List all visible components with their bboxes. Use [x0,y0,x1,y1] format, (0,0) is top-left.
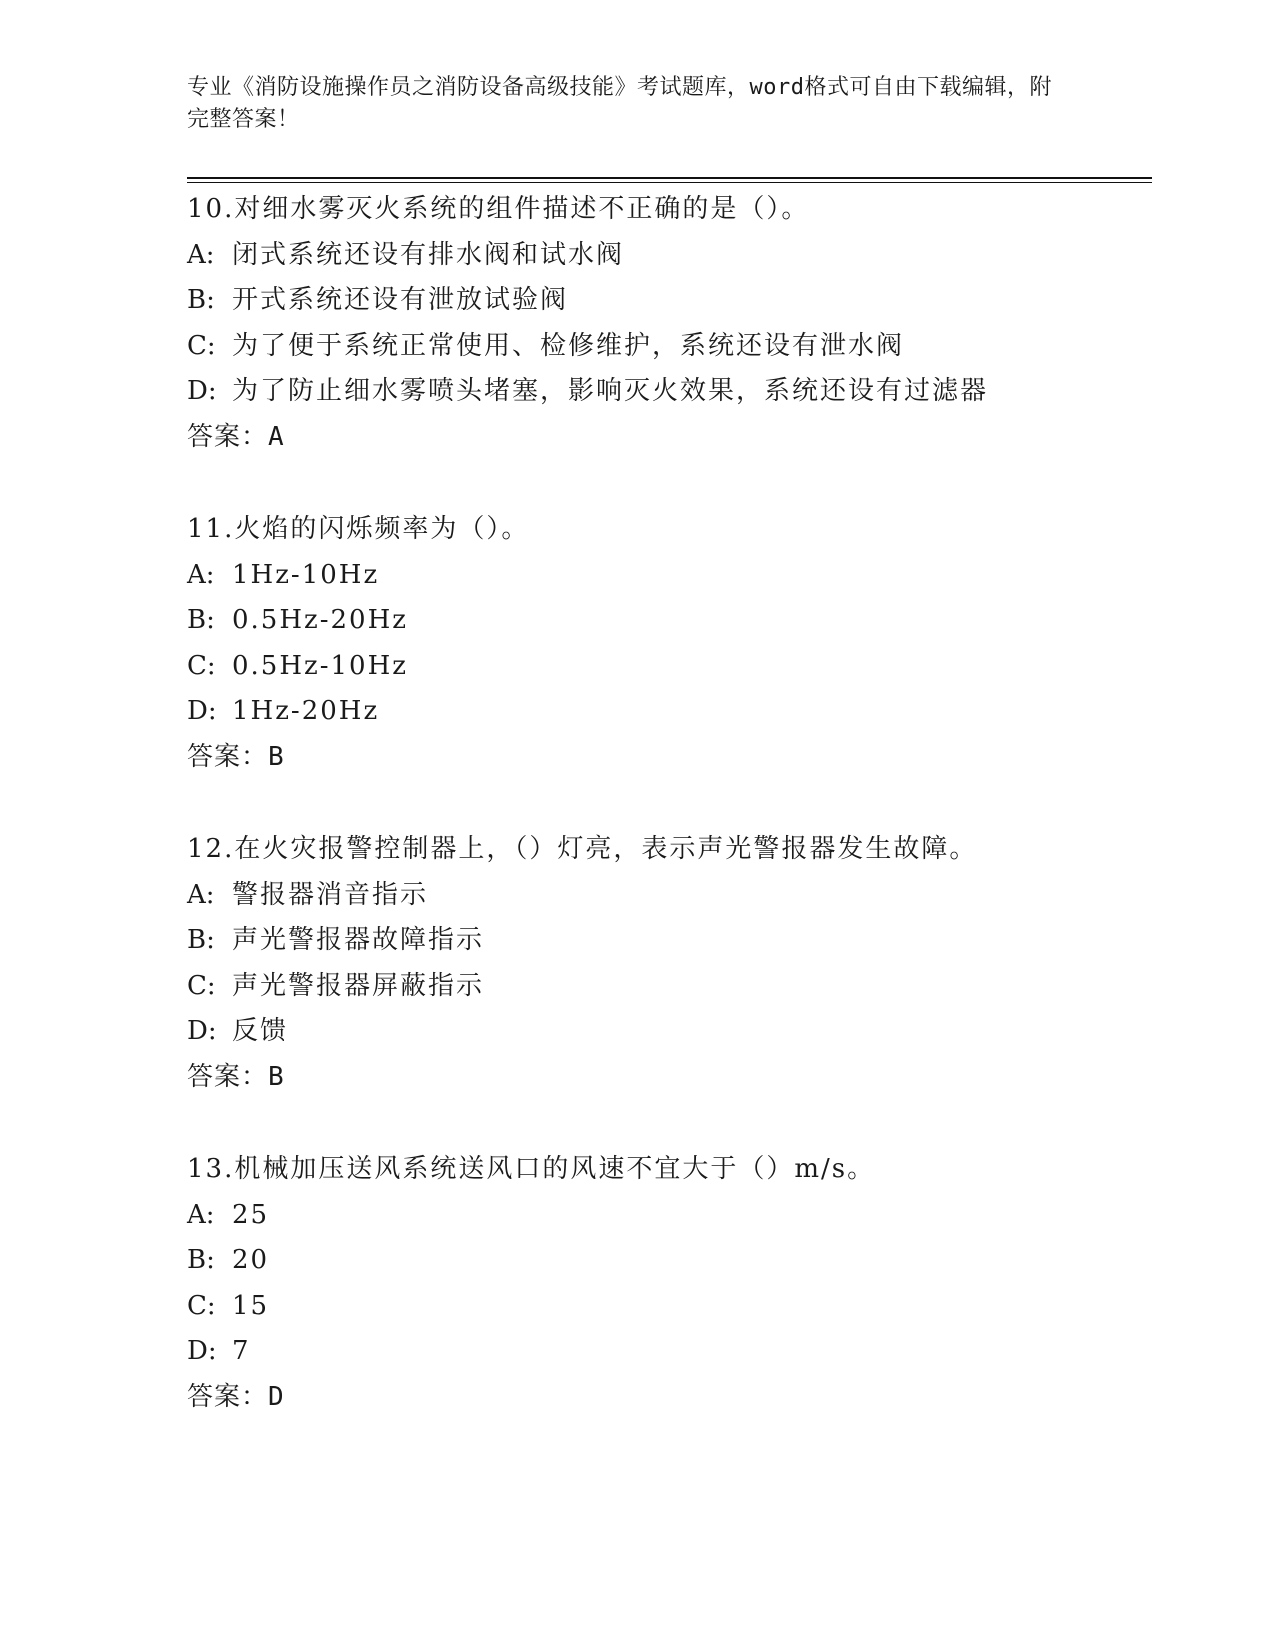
option-text: 25 [232,1199,270,1230]
option-letter: C: [187,970,216,1001]
option-letter: A: [187,879,215,910]
header-divider-thin [187,182,1152,183]
option-d [187,369,1152,415]
option-letter: A: [187,1199,215,1230]
option-text: 20 [232,1245,270,1275]
option-letter: B: [187,605,215,635]
option-letter: B: [187,925,215,955]
answer-line: 答案：D [187,1381,285,1412]
option-text: 警报器消音指示 [232,879,429,910]
header-note: 专业《消防设施操作员之消防设备高级技能》考试题库，word格式可自由下载编辑，附完整答案！ [187,75,1052,132]
option-letter: D: [187,376,217,406]
option-c [187,644,1152,690]
question-11 [187,507,1152,780]
option-letter: C: [187,330,216,361]
answer-line: 答案：B [187,1061,285,1092]
option-letter: B: [187,285,215,315]
question-stem: 12.在火灾报警控制器上，（）灯亮，表示声光警报器发生故障。 [187,834,978,864]
option-a [187,873,1152,919]
option-a [187,233,1152,279]
option-text: 7 [232,1336,251,1366]
question-13 [187,1147,1152,1420]
option-text: 开式系统还设有泄放试验阀 [232,285,569,315]
option-text: 0.5Hz-10Hz [232,650,408,681]
option-a [187,1193,1152,1239]
option-b [187,918,1152,964]
question-stem: 13.机械加压送风系统送风口的风速不宜大于（）m/s。 [187,1154,876,1184]
option-text: 0.5Hz-20Hz [232,605,408,635]
option-b [187,598,1152,644]
option-text: 声光警报器屏蔽指示 [232,970,485,1001]
option-text: 1Hz-10Hz [232,559,380,590]
option-letter: D: [187,696,217,726]
option-letter: D: [187,1336,217,1366]
option-letter: A: [187,239,215,270]
option-letter: C: [187,1290,216,1321]
question-stem: 10.对细水雾灭火系统的组件描述不正确的是（）。 [187,194,810,224]
option-text: 反馈 [232,1016,289,1046]
option-b [187,1238,1152,1284]
option-text: 1Hz-20Hz [232,696,380,726]
option-d [187,1329,1152,1375]
option-letter: A: [187,559,215,590]
option-text: 15 [232,1290,270,1321]
answer-line: 答案：B [187,741,285,772]
option-c [187,324,1152,370]
question-10 [187,187,1152,460]
option-text: 闭式系统还设有排水阀和试水阀 [232,239,625,270]
option-d [187,1009,1152,1055]
option-text: 声光警报器故障指示 [232,925,485,955]
option-letter: D: [187,1016,217,1046]
option-c [187,964,1152,1010]
option-d [187,689,1152,735]
option-letter: C: [187,650,216,681]
question-list [187,187,1152,1467]
option-c [187,1284,1152,1330]
option-b [187,278,1152,324]
option-a [187,553,1152,599]
header-divider [187,177,1152,179]
option-text: 为了防止细水雾喷头堵塞，影响灭火效果，系统还设有过滤器 [232,376,989,406]
answer-line: 答案：A [187,421,285,452]
question-12 [187,827,1152,1100]
option-text: 为了便于系统正常使用、检修维护，系统还设有泄水阀 [232,330,905,361]
option-letter: B: [187,1245,215,1275]
question-stem: 11.火焰的闪烁频率为（）。 [187,514,530,544]
